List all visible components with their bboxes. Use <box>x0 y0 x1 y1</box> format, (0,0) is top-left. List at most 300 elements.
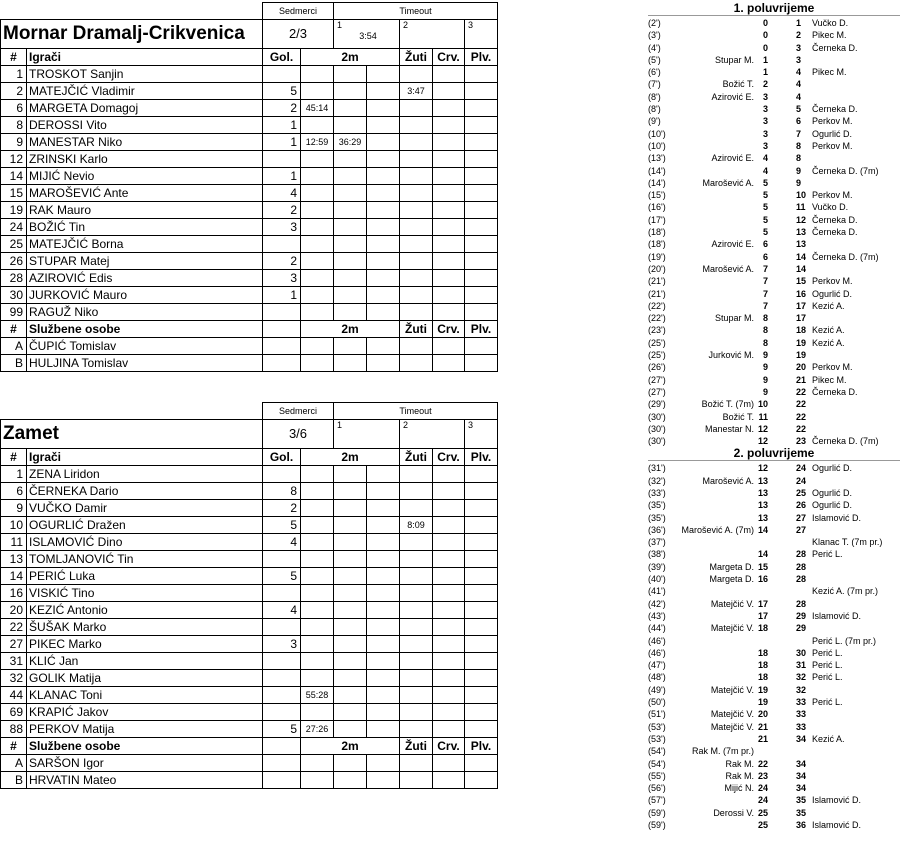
event-minute: (18') <box>648 239 666 250</box>
player-2min-1 <box>301 287 334 304</box>
player-2min-2 <box>334 483 367 500</box>
player-number: 24 <box>1 219 27 236</box>
player-goals: 3 <box>263 270 301 287</box>
player-row <box>1 185 498 202</box>
player-red <box>433 636 465 653</box>
official-empty-cell <box>400 338 433 355</box>
player-red <box>433 483 465 500</box>
event-minute: (9') <box>648 116 661 127</box>
event-row <box>648 598 900 610</box>
home-score: 21 <box>757 733 768 744</box>
player-2min-2 <box>334 551 367 568</box>
player-2min-2 <box>334 270 367 287</box>
event-row <box>648 324 900 336</box>
event-row <box>648 819 900 831</box>
away-scorer: Kezić A. <box>812 337 845 348</box>
player-2min-3 <box>367 483 400 500</box>
away-score: 19 <box>796 350 807 361</box>
player-blue <box>465 500 498 517</box>
away-scorer: Ogurlić D. <box>812 463 853 474</box>
player-2min-1 <box>301 66 334 83</box>
player-2min-3 <box>367 66 400 83</box>
col-red-header: Crv. <box>433 49 465 66</box>
home-score: 18 <box>757 647 768 658</box>
official-empty-cell <box>301 755 334 772</box>
official-row <box>1 355 498 372</box>
event-row <box>648 374 900 386</box>
player-number: 13 <box>1 551 27 568</box>
official-name: SARŠON Igor <box>27 755 263 772</box>
player-number: 20 <box>1 602 27 619</box>
away-score: 4 <box>796 79 802 90</box>
event-minute: (7') <box>648 79 661 90</box>
match-events-log <box>648 2 900 831</box>
event-minute: (17') <box>648 214 666 225</box>
player-row <box>1 568 498 585</box>
player-2min-1 <box>301 236 334 253</box>
half-title: 2. poluvrijeme <box>648 447 900 461</box>
event-row <box>648 770 900 782</box>
event-row <box>648 733 900 745</box>
col-blue-header: Plv. <box>465 449 498 466</box>
event-minute: (20') <box>648 263 666 274</box>
event-minute: (57') <box>648 795 666 806</box>
away-score: 6 <box>796 116 802 127</box>
player-number: 30 <box>1 287 27 304</box>
event-row <box>648 524 900 536</box>
player-2min-1 <box>301 202 334 219</box>
event-minute: (4') <box>648 42 661 53</box>
col-num-header: # <box>1 321 27 338</box>
home-score: 3 <box>762 116 768 127</box>
team-name: Zamet <box>1 420 263 449</box>
sevens-value: 2/3 <box>263 20 334 49</box>
event-minute: (50') <box>648 697 666 708</box>
player-row <box>1 670 498 687</box>
player-blue <box>465 117 498 134</box>
player-name: TROSKOT Sanjin <box>27 66 263 83</box>
official-empty-cell <box>433 355 465 372</box>
away-score: 12 <box>796 214 807 225</box>
event-minute: (21') <box>648 288 666 299</box>
home-scorer: Božić T. (7m) <box>701 399 754 410</box>
col-2m-header: 2m <box>301 321 400 338</box>
official-empty-cell <box>400 772 433 789</box>
home-score: 20 <box>757 709 768 720</box>
event-minute: (26') <box>648 362 666 373</box>
home-score: 3 <box>762 91 768 102</box>
col-blue-header: Plv. <box>465 321 498 338</box>
official-empty-cell <box>465 338 498 355</box>
team-header-labels <box>1 403 498 420</box>
event-minute: (30') <box>648 436 666 447</box>
player-yellow <box>400 568 433 585</box>
player-row <box>1 219 498 236</box>
player-goals <box>263 304 301 321</box>
player-blue <box>465 287 498 304</box>
player-goals: 3 <box>263 636 301 653</box>
official-name: HRVATIN Mateo <box>27 772 263 789</box>
away-scorer: Perić L. <box>812 549 843 560</box>
home-scorer: Rak M. <box>725 770 754 781</box>
home-score: 4 <box>762 153 768 164</box>
event-row <box>648 548 900 560</box>
event-row <box>648 17 900 29</box>
away-score: 4 <box>796 67 802 78</box>
home-scorer: Stupar M. <box>714 54 754 65</box>
event-row <box>648 411 900 423</box>
player-row <box>1 551 498 568</box>
player-row <box>1 687 498 704</box>
player-name: PIKEC Marko <box>27 636 263 653</box>
away-score: 21 <box>796 374 807 385</box>
home-score: 1 <box>762 67 768 78</box>
player-goals <box>263 653 301 670</box>
away-scorer: Černeka D. <box>812 386 858 397</box>
event-minute: (38') <box>648 549 666 560</box>
player-2min-1: 45:14 <box>301 100 334 117</box>
col-2m-header: 2m <box>301 49 400 66</box>
event-minute: (49') <box>648 684 666 695</box>
player-red <box>433 585 465 602</box>
away-score: 17 <box>796 313 807 324</box>
team-header-labels <box>1 3 498 20</box>
away-score: 9 <box>796 177 802 188</box>
event-minute: (32') <box>648 475 666 486</box>
player-blue <box>465 602 498 619</box>
away-score: 7 <box>796 128 802 139</box>
event-minute: (29') <box>648 399 666 410</box>
official-empty-cell <box>301 355 334 372</box>
player-name: AZIROVIĆ Edis <box>27 270 263 287</box>
player-yellow <box>400 721 433 738</box>
home-score: 5 <box>762 190 768 201</box>
home-scorer: Marošević A. <box>702 475 754 486</box>
player-number: 14 <box>1 168 27 185</box>
col-players-header: Igrači <box>27 449 263 466</box>
player-number: 9 <box>1 500 27 517</box>
home-score: 25 <box>757 807 768 818</box>
home-score: 13 <box>757 487 768 498</box>
official-empty-cell <box>465 755 498 772</box>
event-row <box>648 807 900 819</box>
event-row <box>648 659 900 671</box>
player-red <box>433 270 465 287</box>
player-2min-2 <box>334 219 367 236</box>
event-minute: (36') <box>648 524 666 535</box>
away-score: 24 <box>796 475 807 486</box>
player-2min-3 <box>367 151 400 168</box>
event-minute: (48') <box>648 672 666 683</box>
away-score: 31 <box>796 660 807 671</box>
player-name: BOŽIĆ Tin <box>27 219 263 236</box>
player-number: 31 <box>1 653 27 670</box>
player-row <box>1 534 498 551</box>
player-blue <box>465 219 498 236</box>
home-score: 3 <box>762 104 768 115</box>
col-yellow-header: Žuti <box>400 49 433 66</box>
away-scorer: Ogurlić D. <box>812 487 853 498</box>
official-empty-cell <box>367 338 400 355</box>
player-row <box>1 253 498 270</box>
player-name: JURKOVIĆ Mauro <box>27 287 263 304</box>
col-goals-header: Gol. <box>263 49 301 66</box>
player-2min-1: 27:26 <box>301 721 334 738</box>
away-scorer: Černeka D. (7m) <box>812 436 879 447</box>
player-row <box>1 636 498 653</box>
event-minute: (59') <box>648 807 666 818</box>
home-scorer: Azirović E. <box>711 239 754 250</box>
player-number: 69 <box>1 704 27 721</box>
home-score: 8 <box>762 325 768 336</box>
official-empty-cell <box>400 355 433 372</box>
player-blue <box>465 466 498 483</box>
player-2min-3 <box>367 466 400 483</box>
player-number: 99 <box>1 304 27 321</box>
official-empty-cell <box>465 772 498 789</box>
home-score: 18 <box>757 623 768 634</box>
player-goals: 5 <box>263 568 301 585</box>
away-scorer: Perkov M. <box>812 190 853 201</box>
event-minute: (42') <box>648 598 666 609</box>
away-score: 15 <box>796 276 807 287</box>
team-name: Mornar Dramalj-Crikvenica <box>1 20 263 49</box>
event-minute: (47') <box>648 660 666 671</box>
away-score: 22 <box>796 386 807 397</box>
away-score: 27 <box>796 512 807 523</box>
player-goals: 2 <box>263 100 301 117</box>
away-score: 14 <box>796 251 807 262</box>
away-score: 13 <box>796 227 807 238</box>
player-row <box>1 602 498 619</box>
timeout-slot-number: 1 <box>337 20 343 30</box>
player-red <box>433 219 465 236</box>
away-score: 4 <box>796 91 802 102</box>
player-red <box>433 168 465 185</box>
away-scorer: Černeka D. <box>812 42 858 53</box>
player-red <box>433 602 465 619</box>
col-blue-header: Plv. <box>465 49 498 66</box>
event-row <box>648 512 900 524</box>
player-name: ZRINSKI Karlo <box>27 151 263 168</box>
player-yellow: 3:47 <box>400 83 433 100</box>
player-red <box>433 253 465 270</box>
away-score: 9 <box>796 165 802 176</box>
timeout-slot-3 <box>465 20 498 49</box>
event-row <box>648 103 900 115</box>
player-2min-2 <box>334 687 367 704</box>
team-header <box>1 20 498 49</box>
event-row <box>648 165 900 177</box>
away-scorer: Pikec M. <box>812 30 847 41</box>
player-2min-2 <box>334 236 367 253</box>
event-minute: (21') <box>648 276 666 287</box>
player-red <box>433 185 465 202</box>
player-number: 22 <box>1 619 27 636</box>
player-number: 9 <box>1 134 27 151</box>
official-id: A <box>1 338 27 355</box>
official-empty-cell <box>334 772 367 789</box>
away-score: 25 <box>796 487 807 498</box>
player-yellow: 8:09 <box>400 517 433 534</box>
player-2min-3 <box>367 602 400 619</box>
event-minute: (35') <box>648 512 666 523</box>
event-row <box>648 29 900 41</box>
event-minute: (2') <box>648 18 661 28</box>
player-blue <box>465 168 498 185</box>
event-minute: (59') <box>648 820 666 830</box>
home-score: 25 <box>757 820 768 830</box>
official-name: ČUPIĆ Tomislav <box>27 338 263 355</box>
player-goals: 2 <box>263 202 301 219</box>
player-2min-3 <box>367 168 400 185</box>
player-yellow <box>400 134 433 151</box>
home-score: 5 <box>762 177 768 188</box>
player-2min-1 <box>301 466 334 483</box>
event-row <box>648 708 900 720</box>
player-row <box>1 483 498 500</box>
home-scorer: Stupar M. <box>714 313 754 324</box>
event-minute: (51') <box>648 709 666 720</box>
away-scorer: Perkov M. <box>812 276 853 287</box>
away-score: 20 <box>796 362 807 373</box>
player-row <box>1 585 498 602</box>
player-yellow <box>400 670 433 687</box>
player-2min-2 <box>334 168 367 185</box>
player-2min-2 <box>334 151 367 168</box>
player-blue <box>465 704 498 721</box>
col-players-header: Igrači <box>27 49 263 66</box>
event-minute: (22') <box>648 300 666 311</box>
player-blue <box>465 83 498 100</box>
home-score: 13 <box>757 512 768 523</box>
player-number: 15 <box>1 185 27 202</box>
player-2min-3 <box>367 704 400 721</box>
away-score: 8 <box>796 153 802 164</box>
player-number: 12 <box>1 151 27 168</box>
player-2min-1 <box>301 517 334 534</box>
event-minute: (5') <box>648 54 661 65</box>
officials-header-row <box>1 738 498 755</box>
event-row <box>648 275 900 287</box>
player-blue <box>465 585 498 602</box>
player-name: PERKOV Matija <box>27 721 263 738</box>
event-minute: (40') <box>648 574 666 585</box>
player-2min-3 <box>367 219 400 236</box>
event-row <box>648 152 900 164</box>
event-row <box>648 263 900 275</box>
player-row <box>1 721 498 738</box>
away-scorer: Klanac T. (7m pr.) <box>812 537 883 548</box>
player-red <box>433 117 465 134</box>
away-scorer: Ogurlić D. <box>812 288 853 299</box>
official-empty-cell <box>263 355 301 372</box>
away-score: 34 <box>796 733 807 744</box>
home-score: 8 <box>762 337 768 348</box>
official-empty-cell <box>263 755 301 772</box>
player-2min-3 <box>367 653 400 670</box>
player-yellow <box>400 287 433 304</box>
home-score: 23 <box>757 770 768 781</box>
player-2min-2 <box>334 534 367 551</box>
event-minute: (25') <box>648 337 666 348</box>
event-row <box>648 573 900 585</box>
away-scorer: Pikec M. <box>812 374 847 385</box>
away-scorer: Perić L. <box>812 672 843 683</box>
home-scorer: Jurković M. <box>708 350 754 361</box>
player-row <box>1 117 498 134</box>
away-scorer: Černeka D. (7m) <box>812 165 879 176</box>
event-minute: (43') <box>648 610 666 621</box>
away-score: 18 <box>796 325 807 336</box>
away-scorer: Islamović D. <box>812 795 862 806</box>
event-minute: (23') <box>648 325 666 336</box>
event-row <box>648 561 900 573</box>
player-red <box>433 151 465 168</box>
away-scorer: Ogurlić D. <box>812 128 853 139</box>
official-empty-cell <box>400 755 433 772</box>
player-2min-1 <box>301 483 334 500</box>
event-row <box>648 288 900 300</box>
player-name: MATEJČIĆ Borna <box>27 236 263 253</box>
event-row <box>648 782 900 794</box>
timeout-label: Timeout <box>334 403 498 420</box>
event-minute: (16') <box>648 202 666 213</box>
player-yellow <box>400 202 433 219</box>
col-2m-header: 2m <box>301 738 400 755</box>
player-blue <box>465 236 498 253</box>
player-red <box>433 534 465 551</box>
player-red <box>433 304 465 321</box>
player-2min-3 <box>367 202 400 219</box>
player-name: DEROSSI Vito <box>27 117 263 134</box>
player-number: 8 <box>1 117 27 134</box>
home-scorer: Rak M. (7m pr.) <box>691 746 754 757</box>
away-scorer: Islamović D. <box>812 512 862 523</box>
away-score: 33 <box>796 709 807 720</box>
player-2min-2 <box>334 670 367 687</box>
player-red <box>433 670 465 687</box>
player-red <box>433 287 465 304</box>
home-scorer: Marošević A. <box>702 177 754 188</box>
home-scorer: Mijić N. <box>724 783 754 794</box>
player-goals <box>263 704 301 721</box>
event-minute: (3') <box>648 30 661 41</box>
player-goals <box>263 687 301 704</box>
event-minute: (46') <box>648 635 666 646</box>
col-num-header: # <box>1 738 27 755</box>
away-score: 28 <box>796 598 807 609</box>
event-row <box>648 487 900 499</box>
official-empty-cell <box>301 772 334 789</box>
event-row <box>648 423 900 435</box>
player-name: VUČKO Damir <box>27 500 263 517</box>
event-minute: (35') <box>648 500 666 511</box>
event-minute: (10') <box>648 128 666 139</box>
event-row <box>648 115 900 127</box>
player-2min-3 <box>367 517 400 534</box>
away-score: 22 <box>796 399 807 410</box>
player-goals <box>263 670 301 687</box>
away-score: 35 <box>796 807 807 818</box>
event-row <box>648 745 900 757</box>
player-blue <box>465 202 498 219</box>
player-number: 25 <box>1 236 27 253</box>
away-score: 3 <box>796 54 802 65</box>
event-row <box>648 536 900 548</box>
player-name: MARGETA Domagoj <box>27 100 263 117</box>
player-red <box>433 236 465 253</box>
